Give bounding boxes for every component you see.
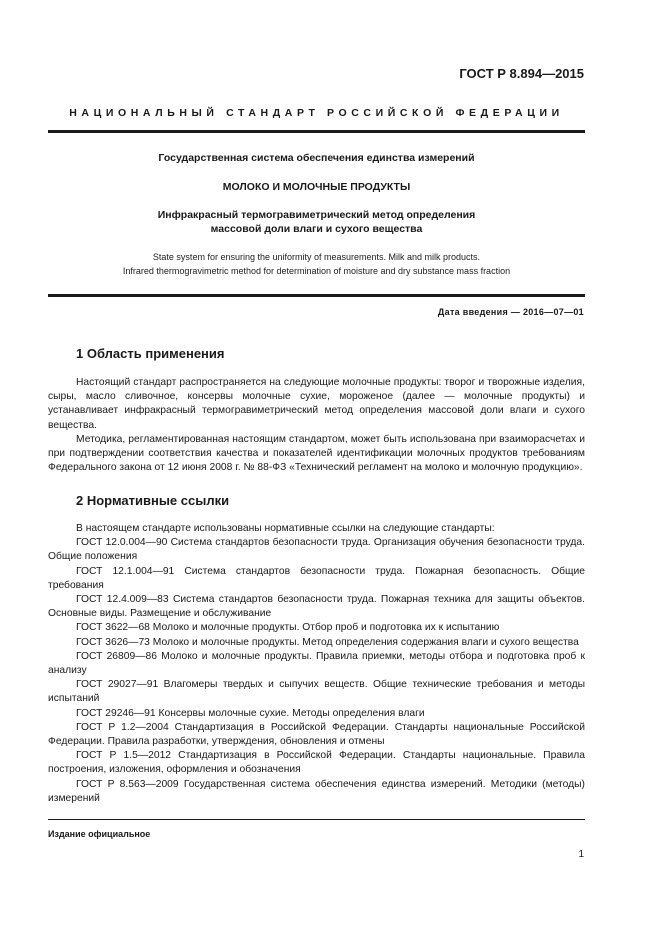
section-2-body (48, 522, 585, 806)
method-title-line2: массовой доли влаги и сухого вещества (210, 223, 423, 235)
national-standard-banner: НАЦИОНАЛЬНЫЙ СТАНДАРТ РОССИЙСКОЙ ФЕДЕРАЦИИ (69, 107, 564, 119)
product-title: МОЛОКО И МОЛОЧНЫЕ ПРОДУКТЫ (222, 181, 411, 193)
section-2-heading: 2 Нормативные ссылки (76, 493, 230, 508)
reference-item: ГОСТ 29027—91 Влагомеры твердых и сыпучих веществ. Общие технические требования и методы испытаний (48, 679, 585, 705)
reference-item: ГОСТ 3622—68 Молоко и молочные продукты. Отбор проб и подготовка их к испытанию (76, 622, 500, 634)
title-rule (48, 294, 585, 297)
reference-item: ГОСТ 29246—91 Консервы молочные сухие. Методы определения влаги (76, 707, 425, 719)
section-1-heading: 1 Область применения (76, 346, 225, 361)
english-title-line1: State system for ensuring the uniformity of measurements. Milk and milk products. (152, 252, 481, 262)
footer-rule (48, 819, 585, 820)
reference-item: ГОСТ Р 1.2—2004 Стандартизация в Российской Федерации. Стандарты национальные Российской Федерации. Правила разработки, утверждения, обновления и отмены (48, 721, 585, 748)
reference-item: ГОСТ 12.0.004—90 Система стандартов безопасности труда. Организация обучения безопасности труда. Общие положения (48, 537, 585, 563)
reference-item: ГОСТ 12.1.004—91 Система стандартов безопасности труда. Пожарная безопасность. Общие требования (48, 565, 585, 591)
system-title: Государственная система обеспечения единства измерений (158, 152, 475, 164)
reference-item: ГОСТ Р 8.563—2009 Государственная система обеспечения единства измерений. Методики (методы) измерений (48, 778, 585, 804)
reference-item: ГОСТ 12.4.009—83 Система стандартов безопасности труда. Пожарная техника для защиты объектов. Основные виды. Размещение и обслуживание (48, 594, 585, 620)
document-code: ГОСТ Р 8.894—2015 (459, 66, 584, 81)
page-number: 1 (578, 849, 584, 860)
reference-item: ГОСТ Р 1.5—2012 Стандартизация в Российской Федерации. Стандарты национальные. Правила построения, изложения, оформления и обозначения (48, 750, 585, 776)
paragraph: Методика, регламентированная настоящим стандартом, может быть использована при взаиморасчетах и при подтверждении соответствия качества и показателей идентификации молочных продуктов требованиям Федерального закона от 12 июня 2008 г. № 88-ФЗ «Технический регламент на молоко и молочную продукцию». (48, 433, 585, 474)
official-edition-note: Издание официальное (48, 829, 151, 839)
english-title-line2: Infrared thermogravimetric method for determination of moisture and dry substance mass fraction (122, 266, 511, 276)
reference-item: ГОСТ 26809—86 Молоко и молочные продукты. Правила приемки, методы отбора и подготовка проб к анализу (48, 650, 585, 677)
header-rule (48, 130, 585, 133)
paragraph: Настоящий стандарт распространяется на следующие молочные продукты: творог и творожные изделия, сыры, масло сливочное, консервы молочные сухие, мороженое (далее — молочные продукты) и устанавливает инфракрасный термогравиметрический метод определения массовой доли влаги и сухого вещества. (48, 377, 585, 431)
reference-item: ГОСТ 3626—73 Молоко и молочные продукты. Метод определения содержания влаги и сухого вещества (76, 636, 579, 648)
paragraph: В настоящем стандарте использованы нормативные ссылки на следующие стандарты: (76, 523, 495, 534)
method-title-line1: Инфракрасный термогравиметрический метод определения (157, 209, 476, 221)
section-1-body (48, 376, 585, 475)
introduction-date: Дата введения — 2016—07—01 (437, 307, 584, 317)
